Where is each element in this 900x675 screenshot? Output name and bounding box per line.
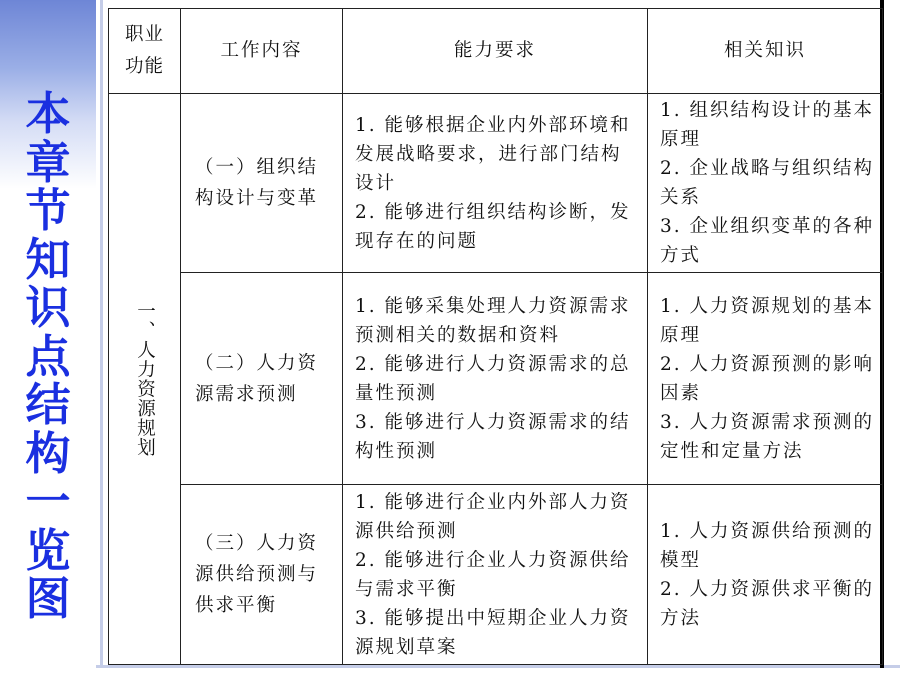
ability-item: 2. 能够进行组织结构诊断，发现存在的问题	[355, 201, 631, 252]
knowledge-item: 2. 人力资源预测的影响因素	[660, 353, 875, 404]
slide-title	[10, 87, 86, 625]
title-char: 构	[25, 426, 71, 480]
title-char: 知	[25, 232, 71, 286]
ability-item: 1. 能够根据企业内外部环境和发展战略要求，进行部门结构设计	[355, 114, 631, 194]
knowledge-item: 1. 人力资源供给预测的模型	[660, 520, 875, 571]
header-ability: 能力要求	[343, 9, 648, 94]
ability-item: 3. 能够进行人力资源需求的结构性预测	[355, 411, 631, 462]
knowledge-item: 3. 人力资源需求预测的定性和定量方法	[660, 411, 875, 462]
ability-item: 1. 能够进行企业内外部人力资源供给预测	[355, 491, 631, 542]
ability-cell	[343, 94, 648, 273]
knowledge-item: 2. 企业战略与组织结构关系	[660, 158, 875, 208]
title-char: 览	[25, 523, 71, 577]
header-knowledge: 相关知识	[648, 9, 883, 94]
knowledge-cell	[648, 94, 883, 273]
table-row	[109, 485, 883, 665]
function-cell	[109, 94, 181, 665]
title-char: 节	[25, 184, 71, 237]
ability-item: 3. 能够提出中短期企业人力资源规划草案	[355, 607, 631, 658]
title-char: 一	[25, 475, 71, 528]
title-char: 图	[25, 572, 71, 625]
knowledge-structure-table	[108, 8, 883, 665]
knowledge-cell	[648, 273, 883, 485]
table-header-row	[109, 9, 883, 94]
header-work-content: 工作内容	[181, 9, 343, 94]
work-content-cell: （三）人力资源供给预测与供求平衡	[181, 485, 343, 665]
content-table-wrapper	[108, 8, 882, 668]
knowledge-item: 1. 组织结构设计的基本原理	[660, 100, 875, 150]
title-char: 章	[25, 135, 71, 189]
function-label: 一、人力资源规划	[134, 301, 156, 457]
knowledge-item: 1. 人力资源规划的基本原理	[660, 295, 875, 346]
knowledge-item: 3. 企业组织变革的各种方式	[660, 216, 875, 266]
ability-item: 2. 能够进行企业人力资源供给与需求平衡	[355, 549, 631, 600]
table-row	[109, 94, 883, 273]
decorative-vertical-line	[100, 0, 103, 665]
title-char: 识	[25, 281, 71, 334]
work-content-cell: （一）组织结构设计与变革	[181, 94, 343, 273]
header-function: 职业功能	[109, 9, 181, 94]
knowledge-item: 2. 人力资源供求平衡的方法	[660, 578, 875, 629]
ability-cell	[343, 273, 648, 485]
table-row	[109, 273, 883, 485]
work-content-cell: （二）人力资源需求预测	[181, 273, 343, 485]
ability-cell	[343, 485, 648, 665]
knowledge-cell	[648, 485, 883, 665]
ability-item: 2. 能够进行人力资源需求的总量性预测	[355, 353, 631, 404]
ability-item: 1. 能够采集处理人力资源需求预测相关的数据和资料	[355, 295, 631, 346]
title-char: 本	[25, 87, 71, 140]
title-char: 结	[25, 378, 71, 431]
title-char: 点	[25, 329, 71, 383]
